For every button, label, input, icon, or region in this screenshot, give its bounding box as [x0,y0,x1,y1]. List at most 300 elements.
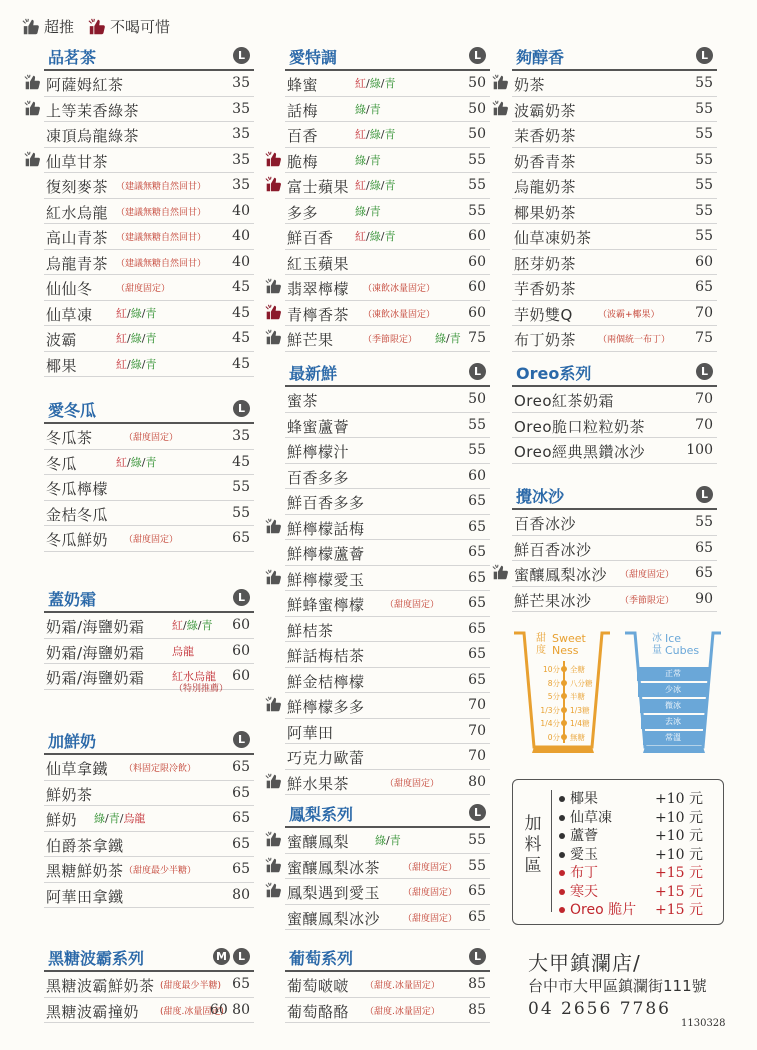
size-badge: L [233,589,250,606]
item-name: Oreo經典黑鑽冰沙 [514,443,646,461]
item-name: 奶霜/海鹽奶霜 [46,643,145,662]
size-badge: L [233,47,250,64]
item-name: 冬瓜茶 [46,429,93,447]
item-name: 紅水烏龍 [46,203,109,222]
menu-item [285,326,490,352]
menu-item [285,770,490,796]
tea-base-option: / [366,153,370,167]
section-title: 黑糖波霸系列 [48,949,145,968]
menu-item [512,301,717,327]
menu-item [285,617,490,643]
tea-base-option: 紅 [116,306,127,320]
item-price: 65 [232,976,250,992]
size-badges [466,804,486,821]
menu-item [512,561,717,587]
item-name: 波霸 [46,331,78,349]
menu-item [512,438,717,464]
addon-item-price: +15 元 [655,902,703,918]
section-title: 加鮮奶 [48,732,97,751]
item-price: 60 [232,668,250,684]
item-price: 60 80 [209,1001,250,1018]
menu-item [44,199,254,225]
item-name: 冬瓜檸檬 [46,480,109,498]
item-price: 65 [232,810,250,826]
item-name: 奶香青茶 [514,152,577,171]
item-name: 鮮奶茶 [46,785,93,804]
ice-en: Ice Cubes [665,632,700,657]
item-price: 45 [232,355,250,372]
sweetness-en: Sweet Ness [552,632,586,657]
item-name: 鮮百香冰沙 [514,540,592,559]
tea-base-option: 綠 [130,332,142,345]
legend-recommend-label: 超推 [44,18,75,36]
tea-base-option: 青 [384,128,396,141]
menu-item [512,250,717,276]
thumbs-up-icon [24,100,41,117]
thumbs-up-red-icon [265,304,282,321]
menu-item [512,148,717,174]
item-name: 黑糖波霸撞奶 [46,1002,140,1021]
item-price: 70 [695,304,713,321]
item-name: 伯爵茶拿鐵 [46,836,124,855]
addon-item [559,899,703,918]
tea-base-option: / [141,357,146,371]
addon-item-price: +10 元 [655,791,703,807]
item-price: 65 [695,565,713,581]
menu-item [285,224,490,250]
item-price: 65 [695,539,713,556]
tea-base-option: / [380,179,385,192]
tea-base-option: / [380,128,385,141]
addon-item [559,807,703,826]
section-title: 品茗茶 [48,48,97,67]
tea-base-option: 青 [201,619,213,632]
item-name: 鮮話梅桔茶 [287,647,365,665]
tea-base-option: / [366,230,370,243]
sweetness-level-dot [561,666,567,672]
sweetness-level-fraction: 5分 [547,692,560,701]
tea-base-option: 綠 [435,332,446,345]
addon-item [559,881,703,900]
item-note: (甜度.冰量固定) [160,1006,224,1017]
menu-item [44,526,254,552]
item-price: 55 [695,228,713,244]
tea-base-options [116,454,156,470]
item-price: 50 [468,75,486,91]
item-price: 60 [468,279,486,295]
item-price: 100 [686,442,713,458]
addon-item-price: +10 元 [655,809,703,826]
legend-recommend [22,16,74,37]
tea-base-options [116,330,156,346]
menu-item [285,540,490,566]
tea-base-option: 綠 [94,812,105,825]
section-header [44,43,254,71]
item-note: （甜度最少半糖） [124,866,197,876]
menu-item [285,464,490,490]
item-price: 40 [232,228,250,244]
section-milk [44,727,254,908]
size-badges [210,948,250,965]
tea-base-option: / [366,204,370,218]
item-name: Oreo脆口粒粒奶茶 [514,417,646,436]
item-price: 65 [468,908,486,925]
item-price: 55 [468,832,486,848]
item-name: 鮮檸檬蘆薈 [287,545,365,563]
menu-item [44,97,254,123]
size-badges [230,400,250,417]
menu-item [285,515,490,541]
tea-base-option: 紅 [355,179,366,192]
item-price: 45 [232,304,250,321]
item-price: 40 [232,253,250,270]
addon-item [559,788,703,807]
size-badge: M [213,948,230,965]
menu-item [44,301,254,327]
item-name: 椰果 [46,356,78,375]
tea-base-options [116,356,156,372]
item-price: 70 [695,391,713,407]
tea-base-option: 綠 [130,455,142,469]
item-price: 55 [695,514,713,530]
addon-item-name: 愛玉 [570,846,598,863]
item-price: 35 [232,177,250,193]
menu-item [285,693,490,719]
item-note: （甜度固定） [403,862,458,873]
menu-item [285,744,490,770]
size-badge: L [696,47,713,64]
tea-base-options [355,152,381,168]
section-title: 夠醇香 [516,48,565,67]
addon-item [559,825,703,844]
item-name: 仙仙冬 [46,280,93,298]
tea-base-option: 青 [369,102,381,116]
menu-item [44,326,254,352]
tea-base-option: / [366,179,370,192]
item-name: 鮮百香 [287,229,334,247]
tea-base-option: 青 [384,179,396,192]
tea-base-options [355,228,395,244]
ice-level: 微冰 [640,699,706,713]
tea-base-option: 紅 [355,230,366,243]
menu-item [285,879,490,905]
thumbs-up-icon [492,100,509,117]
item-price: 70 [468,697,486,713]
thumbs-up-icon [265,278,282,295]
size-badge: L [469,804,486,821]
item-note: （甜度固定） [124,433,179,443]
menu-item [44,275,254,301]
menu-item [44,224,254,250]
menu-item [512,199,717,225]
tea-base-options [355,203,381,219]
menu-item [285,905,490,931]
section-cream [44,585,254,694]
item-price: 50 [468,100,486,117]
item-price: 65 [468,595,486,611]
item-price: 35 [232,428,250,444]
tea-base-option: 綠 [369,230,381,243]
tea-base-options [375,832,401,848]
sweetness-level-dot [561,734,567,740]
item-price: 60 [468,467,486,484]
tea-base-option: / [127,306,131,320]
tea-base-option: / [366,128,370,141]
item-name: 芋奶雙Q [514,305,573,324]
addon-item-name: 仙草凍 [570,809,612,826]
menu-item [512,536,717,562]
section-wintermelon [44,396,254,552]
item-price: 55 [468,151,486,168]
addon-item [559,844,703,863]
item-name: 鮮檸檬多多 [287,698,365,716]
menu-item [285,173,490,199]
thumbs-up-icon [265,569,282,586]
menu-item [512,387,717,413]
menu-item [285,668,490,694]
section-title: 攪冰沙 [516,487,565,506]
item-price: 55 [468,177,486,193]
size-badges [693,47,713,64]
menu-item [285,301,490,327]
section-header [512,482,717,510]
addon-item [559,862,703,881]
menu-item [44,475,254,501]
item-name: 茉香奶茶 [514,127,577,145]
section-pineapple [285,800,490,930]
ice-level: 常溫 [643,731,704,745]
item-name: 芋香奶茶 [514,280,577,298]
section-smoothie [512,482,717,612]
tea-base-option: 綠 [369,179,381,192]
menu-item [285,148,490,174]
item-name: 翡翠檸檬 [287,280,350,298]
item-name: 話梅 [287,101,319,120]
tea-base-option: / [197,619,202,632]
item-name: 奶霜/海鹽奶霜 [46,669,145,687]
item-price: 60 [468,253,486,270]
item-price: 65 [232,759,250,775]
item-name: 復刻麥茶 [46,178,109,196]
menu-item [512,275,717,301]
section-header [44,727,254,755]
addon-item-price: +10 元 [655,846,703,863]
item-price: 65 [468,518,486,535]
item-price: 90 [695,590,713,607]
size-badge: L [469,47,486,64]
legend [22,16,184,37]
tea-base-option: / [127,332,131,345]
item-price: 65 [468,671,486,688]
sweetness-level-label: 1/3糖 [570,705,590,715]
item-name: 多多 [287,203,319,222]
addon-box [512,779,724,925]
sweetness-level-fraction: 1/4分 [540,719,560,728]
item-price: 55 [468,416,486,433]
tea-base-option: 紅 [355,77,366,90]
sweetness-level-fraction: 10分 [542,665,560,674]
item-name: 奶霜/海鹽奶霜 [46,618,145,636]
menu-item [44,250,254,276]
size-badges [466,948,486,965]
item-name: 鮮桔茶 [287,621,334,640]
item-price: 80 [232,886,250,903]
tea-base-option: 綠 [355,204,366,218]
thumbs-up-icon [492,74,509,91]
item-name: 仙草凍 [46,305,93,324]
item-price: 55 [695,177,713,193]
menu-item [44,501,254,527]
tea-base-option: 青 [145,306,157,320]
menu-item [285,591,490,617]
addon-item-name: 蘆薈 [570,828,598,844]
item-price: 75 [695,330,713,346]
tea-base-option: 青 [145,332,157,345]
item-price: 80 [468,773,486,790]
item-note: （凍飲冰量固定） [363,284,436,294]
menu-item [44,122,254,148]
section-header [512,359,717,387]
thumbs-up-red-icon [88,18,106,36]
item-subnote: （特別推薦） [174,684,229,694]
tea-base-option: / [105,812,109,825]
sweetness-level-dot [561,693,567,699]
item-price: 75 [468,330,486,346]
menu-code: 1130328 [681,1018,726,1029]
item-note: （波霸+椰果） [598,309,660,320]
item-name: 烏龍奶茶 [514,178,577,196]
item-name: 蜜釀鳳梨冰沙 [514,566,608,584]
item-note: （建議無糖自然回甘） [116,182,207,192]
menu-item [44,883,254,909]
menu-item [512,224,717,250]
addon-divider [551,790,552,912]
item-price: 55 [232,504,250,521]
tea-base-option: 青 [145,357,157,371]
item-price: 70 [468,722,486,739]
addon-item-price: +15 元 [655,883,703,900]
item-price: 55 [468,857,486,874]
tea-base-options [172,617,212,633]
item-price: 65 [468,883,486,899]
tea-base-option: 青 [449,332,461,345]
tea-base-options [355,101,381,117]
sweetness-zh: 甜度 [536,633,546,656]
size-badge: L [696,363,713,380]
size-badges [230,589,250,606]
item-note: （建議無糖自然回甘） [116,207,207,218]
item-note: （兩個統一布丁） [598,335,671,345]
thumbs-up-icon [265,518,282,535]
section-title: 愛特調 [289,48,338,67]
item-price: 55 [695,126,713,142]
addon-item-name: 椰果 [570,791,598,807]
menu-item [44,781,254,807]
section-brown [44,944,254,1023]
item-name: 鮮奶 [46,811,78,829]
section-tea [44,43,254,377]
item-price: 45 [232,330,250,346]
item-price: 35 [232,126,250,142]
tea-base-option: / [366,102,370,116]
menu-item [285,438,490,464]
item-note: （建議無糖自然回甘） [116,258,207,269]
item-price: 55 [695,75,713,91]
item-name: 鮮芒果冰沙 [514,591,592,610]
section-header [285,43,490,71]
ice-level: 去冰 [641,715,705,729]
item-name: 奶茶 [514,76,546,94]
item-name: Oreo紅茶奶霜 [514,392,615,410]
bullet-icon [559,852,565,858]
tea-base-option: 綠 [130,357,142,371]
item-price: 65 [468,493,486,509]
size-badge: L [469,948,486,965]
size-badges [693,486,713,503]
item-name: 鮮水果茶 [287,774,350,793]
menu-item [44,424,254,450]
item-name: 鮮金桔檸檬 [287,672,365,691]
tea-base-option: 青 [389,834,401,847]
addon-item-name: Oreo 脆片 [570,902,637,918]
section-title: 葡萄系列 [289,949,354,968]
tea-base-option: / [183,619,187,632]
item-name: 百香冰沙 [514,515,577,533]
store-phone: 04 2656 7786 [528,999,671,1019]
size-badge: L [233,948,250,965]
menu-item [44,639,254,665]
legend-must-try-label: 不喝可惜 [110,18,171,36]
tea-base-option: 紅 [116,357,127,371]
item-name: 鮮檸檬汁 [287,443,350,461]
item-name: 高山青茶 [46,229,109,247]
addon-title: 加料區 [524,814,542,876]
menu-item [44,972,254,998]
item-name: 百香多多 [287,468,350,487]
item-price: 60 [232,617,250,633]
size-badges [466,47,486,64]
item-price: 50 [468,126,486,142]
menu-item [44,352,254,378]
section-header [285,944,490,972]
thumbs-up-icon [24,151,41,168]
item-price: 65 [468,569,486,586]
menu-item [285,998,490,1024]
sweetness-level-dot [561,720,567,726]
item-price: 65 [232,784,250,801]
bullet-icon [559,889,565,895]
menu-item [285,972,490,998]
item-name: 巧克力歐蕾 [287,749,365,767]
item-name: 蜂蜜 [287,76,319,94]
menu-item [44,71,254,97]
tea-base-options [435,330,461,346]
item-note: （甜度.冰量固定） [365,1006,440,1017]
thumbs-up-icon [265,882,282,899]
menu-item [512,173,717,199]
tea-base-option: / [141,306,146,320]
store-name: 大甲鎮瀾店/ [528,951,641,975]
tea-base-option: 青 [384,230,396,243]
item-name: 鮮檸檬愛玉 [287,570,365,589]
ice-zh: 冰量 [652,633,662,656]
addon-item-price: +15 元 [655,865,703,881]
thumbs-up-icon [265,831,282,848]
item-name: 冬瓜 [46,454,78,473]
menu-item [512,97,717,123]
item-name: 富士蘋果 [287,178,350,196]
tea-base-option: 綠 [375,834,386,847]
